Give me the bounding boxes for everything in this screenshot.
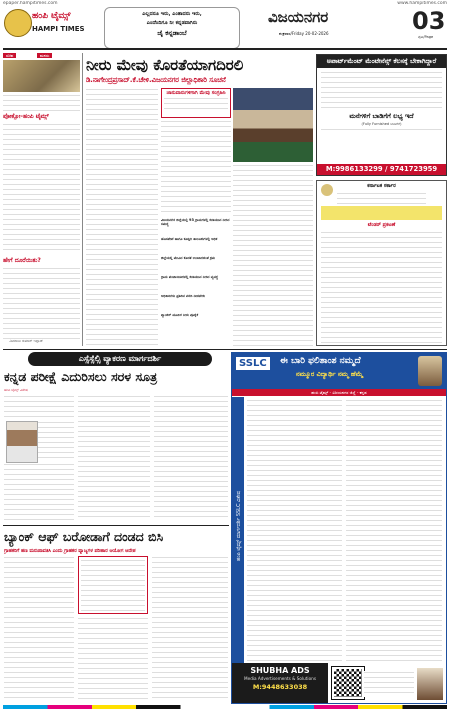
logo-emblem: [4, 9, 32, 37]
shubha-ads-name: SHUBHA ADS: [250, 666, 310, 675]
fact-box-title: ಜಾನುವಾರುಗಳಿಗಾಗಿ ಮೇವು ಸಂಗ್ರಹಿಸಿ: [166, 90, 226, 96]
left-story-1-text: [3, 94, 80, 112]
grammar-col-1: [4, 463, 74, 521]
tagline-line-1: ಎಲ್ಲದರೂ ಇರು, ಎಂತಾದರು ಇರು,: [142, 11, 202, 17]
notice-emblem: [321, 184, 333, 196]
top-story-subhead: ಡಿ.ನಾಗೇಂದ್ರಪ್ರಸಾದ್.ಕೆ.ಚೇಳಿ.ವಿಜಯನಗರ ಜಿಲ್ಲಾಧಿಕಾರಿ ಸೂಚನೆ: [86, 76, 226, 84]
notice-body: [321, 231, 442, 343]
bank-col-3: [152, 556, 228, 702]
notice-title: ಕರ್ನಾಟಕ ಸರ್ಕಾರ: [367, 183, 396, 189]
notice-table: [321, 206, 442, 220]
registration-marks: [3, 705, 447, 709]
apartment-ad: [316, 54, 447, 176]
left-story-1-body: [3, 123, 80, 253]
sslc-subtitle: ನಮ್ಮೂರ ವಿದ್ಯಾರ್ಥಿ ನಮ್ಮ ಹೆಮ್ಮೆ: [296, 370, 363, 378]
tagline-line-3: ಜೈ ಕನ್ನಡಾಂಬೆ: [157, 29, 187, 37]
bank-col-1: [4, 556, 74, 702]
left-column-divider: [82, 53, 83, 346]
shubha-ads-phone[interactable]: M:9448633038: [252, 683, 308, 691]
sslc-header: [232, 353, 446, 389]
bank-fact-box: [78, 556, 148, 614]
page-number: 03: [412, 7, 446, 35]
grammar-banner: [28, 352, 212, 366]
shubha-ads-box[interactable]: [232, 663, 328, 703]
tender-notice: [316, 180, 447, 346]
grammar-banner-text: ಎಸ್ಸೆಸ್ಸೆಲ್ಸಿ ವ್ಯಾಕರಣ ಮಾರ್ಗದರ್ಶಿ: [78, 354, 162, 363]
sslc-title: ಈ ಬಾರಿ ಫಲಿತಾಂಶ ನಮ್ಮದೆ: [280, 356, 361, 366]
top-story-col-3: [233, 164, 313, 346]
photo-table: [233, 142, 313, 162]
apartment-ad-highlight: ಮನೆಗಳಿಗೆ ಬಾಡಿಗೆಗೆ ಲಭ್ಯ ಇದೆ: [349, 112, 414, 120]
notice-header-text: [337, 192, 426, 204]
sslc-questions-col-1: [247, 399, 342, 661]
top-story-col-1: [86, 88, 158, 346]
bullet-item: ಅಧಿಕಾರಿಗಳು ಪ್ರತಿದಿನ ವರದಿ ನೀಡಬೇಕು: [161, 294, 206, 298]
bullet-item: ಹೊಸಪೇಟೆ ಹಾಗೂ ಕೂಡ್ಲಿಗಿ ತಾಲೂಕುಗಳಲ್ಲಿ ಅಧಿಕ: [161, 237, 218, 241]
tagline-line-2: ಎಂದೆಂದಿಗೂ ನೀ ಕನ್ನಡವಾಗಿರು: [146, 20, 198, 26]
author-photo: [6, 421, 38, 463]
edition-date: ಶುಕ್ರವಾರ/Friday 20-02-2026: [279, 31, 329, 36]
apartment-ad-body: [321, 71, 442, 109]
bullet-item: ಗ್ರಾಮ ಪಂಚಾಯಿತಿಗಳಲ್ಲಿ ಕುಡಿಯುವ ನೀರಿನ ವ್ಯವಸ್ಥೆ: [161, 275, 219, 279]
bank-headline: ಬ್ಯಾಂಕ್ ಆಫ್ ಬರೋಡಾಗೆ ದಂಡದ ಬಿಸಿ: [4, 529, 164, 544]
apartment-ad-title: ಅಪಾರ್ಟ್‌ಮೆಂಟ್ ಮೆಂಟೇನೆನ್ಸ್ ಕೆಲಸಕ್ಕೆ ಬೇಕಾಗಿದ್ದಾರೆ: [317, 55, 446, 68]
qr-code[interactable]: [332, 667, 364, 699]
top-story-fact-box: [161, 88, 231, 118]
bank-col-2: [78, 617, 148, 702]
top-story-col-2: [161, 120, 231, 216]
left-photo: [3, 60, 80, 92]
grammar-col-2: [78, 395, 150, 521]
grammar-col-3: [154, 395, 228, 521]
left-story-2-signature: -ಶಿವರಾಜು ಕುಮಾರ್ ಇಲ್ಲಾಡ್: [9, 339, 44, 343]
shubha-ads-line: Media Advertisements & Solutions: [244, 676, 316, 681]
masthead-logo: [4, 8, 85, 40]
left-column: [3, 53, 80, 346]
bullet-item: ಟ್ಯಾಂಕರ್ ಮೂಲಕ ನೀರು ಪೂರೈಕೆ: [161, 313, 199, 317]
grammar-col-1-beside-photo: [38, 421, 74, 461]
sslc-photo: [418, 356, 442, 386]
section-tag-2: ಮನಸು: [37, 53, 52, 58]
top-story-photo: [233, 88, 313, 162]
grammar-byline: ಹಂಪಿ ಟೈಮ್ಸ್ ವಿಶೇಷ: [4, 388, 28, 392]
apartment-ad-body-2: [321, 128, 442, 134]
sslc-logo: SSLC: [236, 357, 270, 370]
header-tagline: [104, 7, 240, 49]
grammar-col-1-intro: [4, 395, 74, 420]
left-story-2-body: [3, 267, 80, 339]
notice-subtitle: ಟೆಂಡರ್ ಪ್ರಕಟಣೆ: [367, 222, 396, 228]
top-story-bullets: [161, 218, 231, 346]
logo-english: HAMPI TIMES: [32, 25, 85, 33]
apartment-ad-english-note: (Fully Furnished ಬಾಡಿಗೆಗೆ): [361, 122, 402, 126]
sslc-vertical-band: [232, 397, 244, 663]
left-story-2-title: ಹೇಗೆ ದೂರೆಯಿತು?: [3, 257, 41, 264]
bank-fact-box-text: [81, 559, 145, 611]
grammar-headline: ಕನ್ನಡ ಪರೀಕ್ಷೆ ಎದುರಿಸಲು ಸರಳ ಸೂತ್ರ: [4, 369, 158, 384]
sslc-strip: ಹಂಪಿ ಟೈಮ್ಸ್ - ವಿಜಯನಗರ ಜಿಲ್ಲೆ - ಕನ್ನಡ: [232, 389, 446, 396]
sslc-questions-col-2: [346, 399, 442, 661]
bank-rule: [3, 525, 229, 526]
section-tag-1: ಸಚಿವ: [3, 53, 16, 58]
left-story-1-title: ಪೋಕ್ಸೋ-ಹಂಪಿ ಟೈಮ್ಸ್: [3, 113, 49, 120]
header-rule: [3, 48, 447, 50]
bullet-item: ಜಿಲ್ಲೆಯಲ್ಲಿ ಮೇವಿನ ಕೊರತೆ ಉಂಟಾಗದಂತೆ ಕ್ರಮ: [161, 256, 215, 260]
bottom-right-photo: [417, 668, 443, 700]
apartment-ad-phone[interactable]: M:9986133299 / 9741723959: [317, 164, 446, 175]
sslc-vertical-text: ಹಂಪಿ ಟೈಮ್ಸ್ ಮಾರ್ಗದರ್ಶಿ SSLC ವಿಶೇಷ: [236, 490, 242, 562]
logo-kannada: ಹಂಪಿ ಟೈಮ್ಸ್: [32, 11, 71, 21]
mid-rule: [3, 349, 447, 350]
site-url-left[interactable]: epaper.hampitimes.com: [3, 1, 58, 6]
top-story-headline: ನೀರು ಮೇವು ಕೊರತೆಯಾಗದಿರಲಿ: [86, 56, 244, 74]
bottom-right-text: [364, 671, 414, 697]
page-label: ಪುಟ/Page: [418, 35, 434, 39]
edition-name: ವಿಜಯನಗರ: [268, 8, 329, 26]
site-url-right[interactable]: www.hampitimes.com: [397, 1, 447, 6]
bank-subhead: ಗ್ರಾಹಕರಿಗೆ ಹಣ ಮರುಪಾವತಿಸಿ ಎಂದು ಗ್ರಾಹಕರ ವ್ಯಾಜ್ಯಗಳ ಪರಿಹಾರ ಆಯೋಗ ಆದೇಶ: [4, 549, 136, 554]
bullet-item: ವಿಜಯನಗರ ಜಿಲ್ಲೆಯಲ್ಲಿ 93 ಗ್ರಾಮಗಳಲ್ಲಿ ಕುಡಿಯುವ ನೀರಿನ ಸಮಸ್ಯೆ: [161, 218, 230, 227]
fact-box-text: [164, 97, 228, 112]
sslc-section: [231, 352, 447, 704]
